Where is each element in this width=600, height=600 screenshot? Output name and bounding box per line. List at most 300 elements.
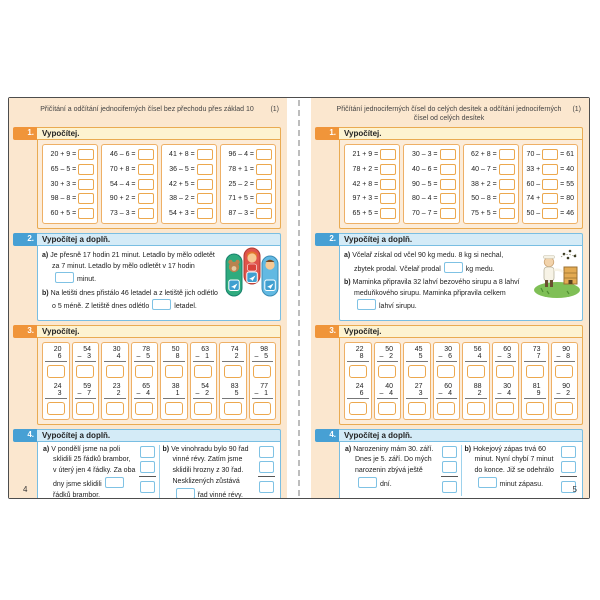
- problem-expression: 41 + 8 =: [169, 151, 195, 158]
- answer-box[interactable]: [542, 149, 558, 160]
- exercise-number-tab: 1.: [13, 127, 37, 140]
- second-number: 8: [175, 352, 180, 360]
- exercise-4: [13, 429, 281, 499]
- problem-expression: 42 + 5 =: [169, 180, 195, 188]
- calc-box[interactable]: [442, 446, 457, 458]
- second-number: 4: [448, 389, 452, 397]
- worksheet-number: (1): [270, 106, 279, 113]
- operator: –: [556, 389, 561, 397]
- operator: –: [136, 352, 141, 360]
- second-number: 2: [566, 389, 570, 397]
- calc-box[interactable]: [561, 461, 576, 473]
- answer-box[interactable]: [408, 402, 426, 415]
- exercise-number-tab: 4.: [13, 429, 37, 442]
- answer-box[interactable]: [76, 365, 94, 378]
- answer-box[interactable]: [526, 402, 544, 415]
- problem-expression: 25 – 2 =: [228, 180, 254, 188]
- top-number: 20: [53, 345, 62, 353]
- math-problem: [165, 149, 213, 160]
- operator: –: [136, 389, 141, 397]
- math-problem: [348, 149, 396, 160]
- column-problem: [554, 383, 576, 415]
- answer-box[interactable]: [542, 164, 558, 175]
- second-number: 4: [477, 352, 482, 360]
- exercise-instruction: Vypočítej.: [339, 325, 583, 338]
- answer-box[interactable]: [197, 208, 213, 219]
- calc-box[interactable]: [140, 446, 155, 458]
- ex3-column: [521, 342, 549, 420]
- top-number: 50: [171, 345, 180, 353]
- problem-label: b): [42, 289, 49, 297]
- second-number-row: [495, 390, 517, 399]
- problem-expression: 75 + 5 =: [471, 210, 497, 217]
- answer-box[interactable]: [47, 402, 65, 415]
- top-number: 73: [532, 345, 541, 353]
- exercise-number-tab: 1.: [315, 127, 339, 140]
- column-problem: [193, 346, 215, 378]
- problem-expression: 71 + 5 =: [228, 195, 254, 203]
- answer-box[interactable]: [256, 208, 272, 219]
- answer-box[interactable]: [357, 299, 376, 310]
- top-number: 74: [230, 345, 239, 353]
- second-number-row: [252, 353, 274, 362]
- answer-box[interactable]: [76, 402, 94, 415]
- problem-expression: 70 – 7 =: [412, 210, 438, 217]
- ex1-column: [220, 144, 276, 224]
- math-problem: [105, 164, 153, 175]
- column-problem: [377, 383, 399, 415]
- problem-expression: 30 – 3 =: [412, 151, 438, 158]
- exercise-number-tab: 3.: [315, 325, 339, 338]
- operator: –: [195, 352, 200, 360]
- ex1-column: [161, 144, 217, 224]
- calc-box[interactable]: [442, 461, 457, 473]
- math-problem: [165, 208, 213, 219]
- second-number-row: [134, 353, 156, 362]
- ex1-column: [403, 144, 459, 224]
- answer-box[interactable]: [499, 193, 515, 204]
- answer-box[interactable]: [138, 208, 154, 219]
- word-problem-a: [342, 445, 461, 496]
- second-number: 9: [536, 389, 541, 397]
- column-calc-area: [139, 445, 156, 499]
- column-problem: [75, 383, 97, 415]
- operator: –: [254, 352, 259, 360]
- answer-box[interactable]: [444, 262, 463, 273]
- operator: –: [254, 389, 259, 397]
- answer-box[interactable]: [555, 365, 573, 378]
- math-problem: [105, 179, 153, 190]
- answer-box[interactable]: [499, 179, 515, 190]
- calc-box[interactable]: [259, 461, 274, 473]
- top-number: 90: [562, 382, 570, 390]
- answer-box[interactable]: [478, 477, 497, 488]
- operator: –: [556, 352, 561, 360]
- ex1-grid: [344, 144, 578, 224]
- top-number: 54: [83, 345, 91, 353]
- math-problem: [348, 179, 396, 190]
- second-number-row: [524, 390, 546, 399]
- column-problem: [377, 346, 399, 378]
- operator: –: [379, 389, 384, 397]
- answer-box[interactable]: [47, 365, 65, 378]
- column-problem: [75, 346, 97, 378]
- top-number: 30: [112, 345, 121, 353]
- answer-box[interactable]: [380, 149, 396, 160]
- page-title: [13, 103, 281, 125]
- right-page: [311, 98, 589, 498]
- ex3-column: [190, 342, 218, 420]
- answer-box[interactable]: [437, 365, 455, 378]
- problem-expression: 38 + 2 =: [471, 180, 497, 188]
- page-number: 5: [572, 485, 577, 494]
- second-number-row: [406, 353, 428, 362]
- exercise-number-tab: 4.: [315, 429, 339, 442]
- second-number: 7: [87, 389, 91, 397]
- problem-text-after: řad vinné révy.: [197, 491, 243, 498]
- answer-box[interactable]: [106, 402, 124, 415]
- math-problem: [348, 164, 396, 175]
- answer-box[interactable]: [78, 164, 94, 175]
- math-problem: [467, 193, 515, 204]
- math-problem: [165, 179, 213, 190]
- problem-expression: 36 – 5 =: [169, 165, 195, 173]
- problem-label: a): [345, 445, 352, 453]
- answer-box[interactable]: [380, 193, 396, 204]
- answer-box[interactable]: [440, 208, 456, 219]
- calc-result-box[interactable]: [442, 481, 457, 493]
- calc-result-box[interactable]: [259, 481, 274, 493]
- problem-expression: 42 + 8 =: [352, 180, 379, 188]
- column-problem: [104, 383, 126, 415]
- beekeeper-illustration: [533, 247, 581, 299]
- exercise-3: [13, 325, 281, 425]
- page-title: [315, 103, 583, 125]
- top-number: 27: [414, 382, 423, 390]
- top-number: 88: [473, 382, 482, 390]
- top-number: 22: [355, 345, 364, 353]
- word-problem-b: [461, 445, 581, 496]
- problem-text-after: kg medu.: [465, 265, 495, 273]
- top-number: 59: [83, 382, 91, 390]
- second-number-row: [134, 390, 156, 399]
- problem-expression: 50 – 8 =: [471, 195, 497, 203]
- second-number: 5: [234, 389, 239, 397]
- page-fold-dashed-line: [298, 100, 300, 496]
- problem-expression: 54 – 4 =: [110, 180, 136, 188]
- top-number: 23: [112, 382, 121, 390]
- second-number-row: [75, 390, 97, 399]
- problem-text: Maminka připravila 32 lahví bezového sirupu a 8 lahví meduňkového sirupu. Maminka připravila celkem: [352, 279, 520, 297]
- answer-box[interactable]: [55, 272, 74, 283]
- top-number: 60: [503, 345, 511, 353]
- column-problem: [495, 346, 517, 378]
- column-problem: [406, 383, 428, 415]
- second-number-row: [377, 353, 399, 362]
- answer-box[interactable]: [380, 164, 396, 175]
- second-number-row: [163, 353, 185, 362]
- column-problem: [406, 346, 428, 378]
- column-problem: [45, 346, 67, 378]
- calc-box[interactable]: [561, 446, 576, 458]
- problem-expression: 40 – 7 =: [471, 165, 497, 173]
- ex3-column: [462, 342, 490, 420]
- column-problem: [347, 383, 369, 415]
- answer-box[interactable]: [78, 193, 94, 204]
- answer-box[interactable]: [256, 164, 272, 175]
- problem-result: = 55: [560, 180, 574, 188]
- second-number: 4: [507, 389, 511, 397]
- answer-box[interactable]: [78, 149, 94, 160]
- problem-expression: 98 – 8 =: [50, 195, 77, 203]
- answer-box[interactable]: [499, 208, 515, 219]
- answer-box[interactable]: [542, 208, 558, 219]
- operator: –: [77, 389, 82, 397]
- ex1-column: [522, 144, 578, 224]
- second-number: 6: [57, 352, 62, 360]
- top-number: 54: [201, 382, 209, 390]
- second-number: 4: [146, 389, 150, 397]
- second-number: 5: [146, 352, 150, 360]
- column-problem: [163, 346, 185, 378]
- problem-expression: 90 – 5 =: [412, 180, 438, 188]
- answer-box[interactable]: [378, 402, 396, 415]
- ex3-column: [42, 342, 70, 420]
- ex3-column: [160, 342, 188, 420]
- answer-box[interactable]: [408, 365, 426, 378]
- ex3-column: [492, 342, 520, 420]
- answer-box[interactable]: [440, 193, 456, 204]
- second-number-row: [45, 390, 67, 399]
- second-number-row: [465, 353, 487, 362]
- answer-box[interactable]: [253, 402, 271, 415]
- answer-box[interactable]: [256, 193, 272, 204]
- problem-text: Je přesně 17 hodin 21 minut. Letadlo by mělo odletět za 7 minut. Letadlo by mělo odletět v 17 hodin: [50, 252, 215, 270]
- math-problem: [407, 149, 455, 160]
- answer-box[interactable]: [555, 402, 573, 415]
- second-number: 8: [566, 352, 570, 360]
- math-problem: [105, 149, 153, 160]
- ex3-column: [551, 342, 579, 420]
- problem-expression: 73 – 3 =: [110, 210, 136, 217]
- problem-expression: 70 –: [526, 151, 541, 158]
- sum-line: [441, 476, 458, 477]
- answer-box[interactable]: [194, 365, 212, 378]
- column-problem: [163, 383, 185, 415]
- answer-box[interactable]: [135, 365, 153, 378]
- top-number: 30: [503, 382, 511, 390]
- top-number: 30: [444, 345, 452, 353]
- problem-text: Narozeniny mám 30. září. Dnes je 5. září. Do mých narozenin zbývá ještě: [353, 445, 434, 475]
- answer-box[interactable]: [499, 149, 515, 160]
- answer-box[interactable]: [378, 365, 396, 378]
- top-number: 24: [355, 382, 364, 390]
- answer-box[interactable]: [197, 164, 213, 175]
- answer-box[interactable]: [526, 365, 544, 378]
- answer-box[interactable]: [224, 402, 242, 415]
- top-number: 90: [562, 345, 570, 353]
- top-number: 56: [473, 345, 482, 353]
- answer-box[interactable]: [194, 402, 212, 415]
- answer-box[interactable]: [358, 477, 377, 488]
- answer-box[interactable]: [197, 179, 213, 190]
- problem-expression: 30 + 3 =: [50, 180, 77, 188]
- sum-line: [560, 476, 577, 477]
- problem-expression: 40 – 6 =: [412, 165, 438, 173]
- ex1-column: [101, 144, 157, 224]
- problem-expression: 74 +: [526, 195, 541, 203]
- exercise-4: [315, 429, 583, 499]
- answer-box[interactable]: [152, 299, 171, 310]
- answer-box[interactable]: [106, 365, 124, 378]
- problem-text-after: letadel.: [174, 303, 197, 310]
- answer-box[interactable]: [197, 149, 213, 160]
- problem-expression: 70 + 8 =: [109, 165, 136, 173]
- exercise-number-tab: 3.: [13, 325, 37, 338]
- answer-box[interactable]: [138, 164, 154, 175]
- exercise-number-tab: 2.: [315, 233, 339, 246]
- answer-box[interactable]: [440, 149, 456, 160]
- answer-box[interactable]: [78, 208, 94, 219]
- answer-box[interactable]: [440, 164, 456, 175]
- answer-box[interactable]: [78, 179, 94, 190]
- column-problem: [222, 383, 244, 415]
- problem-expression: 21 + 9 =: [352, 151, 379, 158]
- airplane-kids-illustration: [225, 247, 279, 299]
- top-number: 63: [201, 345, 209, 353]
- answer-box[interactable]: [165, 402, 183, 415]
- second-number: 4: [116, 352, 121, 360]
- ex3-column: [403, 342, 431, 420]
- answer-box[interactable]: [349, 365, 367, 378]
- second-number: 8: [359, 352, 364, 360]
- answer-box[interactable]: [138, 149, 154, 160]
- problem-text-after: lahví sirupu.: [379, 303, 417, 310]
- second-number: 6: [359, 389, 364, 397]
- operator: –: [379, 352, 384, 360]
- answer-box[interactable]: [496, 402, 514, 415]
- second-number-row: [252, 390, 274, 399]
- answer-box[interactable]: [349, 402, 367, 415]
- exercise-instruction: Vypočítej a doplň.: [37, 233, 281, 246]
- second-number: 1: [175, 389, 180, 397]
- problem-label: a): [42, 252, 49, 259]
- second-number: 1: [264, 389, 268, 397]
- second-number: 2: [389, 352, 393, 360]
- second-number-row: [436, 353, 458, 362]
- answer-box[interactable]: [467, 402, 485, 415]
- math-problem: [46, 179, 94, 190]
- second-number-row: [436, 390, 458, 399]
- math-problem: [348, 193, 396, 204]
- answer-box[interactable]: [256, 179, 272, 190]
- answer-box[interactable]: [542, 179, 558, 190]
- problem-expression: 46 – 6 =: [110, 151, 136, 158]
- answer-box[interactable]: [380, 208, 396, 219]
- answer-box[interactable]: [224, 365, 242, 378]
- column-problem: [436, 383, 458, 415]
- answer-box[interactable]: [138, 179, 154, 190]
- calc-box[interactable]: [259, 446, 274, 458]
- math-problem: [105, 193, 153, 204]
- second-number: 3: [57, 389, 62, 397]
- answer-box[interactable]: [437, 402, 455, 415]
- top-number: 83: [230, 382, 239, 390]
- problem-expression: 60 –: [526, 180, 541, 188]
- column-problem: [252, 383, 274, 415]
- answer-box[interactable]: [138, 193, 154, 204]
- answer-box[interactable]: [256, 149, 272, 160]
- column-problem: [252, 346, 274, 378]
- column-problem: [222, 346, 244, 378]
- column-problem: [524, 346, 546, 378]
- exercise-3: [315, 325, 583, 425]
- problem-result: = 80: [560, 195, 574, 203]
- calc-result-box[interactable]: [140, 481, 155, 493]
- problem-expression: 97 + 3 =: [352, 195, 379, 203]
- answer-box[interactable]: [467, 365, 485, 378]
- problem-label: a): [344, 252, 351, 259]
- problem-expression: 50 –: [526, 210, 541, 217]
- exercise-2: [315, 233, 583, 321]
- answer-box[interactable]: [135, 402, 153, 415]
- second-number-row: [222, 390, 244, 399]
- second-number: 7: [536, 352, 541, 360]
- math-problem: [526, 193, 574, 204]
- top-number: 78: [142, 345, 150, 353]
- answer-box[interactable]: [165, 365, 183, 378]
- ex1-column: [42, 144, 98, 224]
- operator: –: [497, 389, 502, 397]
- exercise-instruction: Vypočítej.: [339, 127, 583, 140]
- operator: –: [438, 352, 443, 360]
- math-problem: [526, 179, 574, 190]
- second-number-row: [222, 353, 244, 362]
- worksheet-number: (1): [572, 106, 581, 113]
- column-problem: [436, 346, 458, 378]
- answer-box[interactable]: [380, 179, 396, 190]
- answer-box[interactable]: [542, 193, 558, 204]
- problem-label: b): [464, 445, 472, 453]
- ex3-column: [249, 342, 277, 420]
- answer-box[interactable]: [253, 365, 271, 378]
- second-number: 2: [116, 389, 121, 397]
- answer-box[interactable]: [105, 477, 124, 488]
- word-problem-b: [159, 445, 279, 499]
- ex3-grid: [344, 342, 578, 420]
- answer-box[interactable]: [176, 488, 195, 498]
- answer-box[interactable]: [499, 164, 515, 175]
- top-number: 50: [385, 345, 393, 353]
- column-problem: [465, 383, 487, 415]
- math-problem: [348, 208, 396, 219]
- calc-box[interactable]: [140, 461, 155, 473]
- column-problem: [45, 383, 67, 415]
- column-problem: [193, 383, 215, 415]
- problem-expression: 54 + 3 =: [169, 210, 195, 217]
- problem-result: = 46: [560, 210, 574, 217]
- operator: –: [77, 352, 82, 360]
- problem-label: b): [162, 445, 170, 453]
- workbook-spread: [8, 97, 590, 499]
- math-problem: [467, 149, 515, 160]
- top-number: 65: [142, 382, 150, 390]
- math-problem: [165, 164, 213, 175]
- answer-box[interactable]: [197, 193, 213, 204]
- math-problem: [165, 193, 213, 204]
- answer-box[interactable]: [440, 179, 456, 190]
- answer-box[interactable]: [496, 365, 514, 378]
